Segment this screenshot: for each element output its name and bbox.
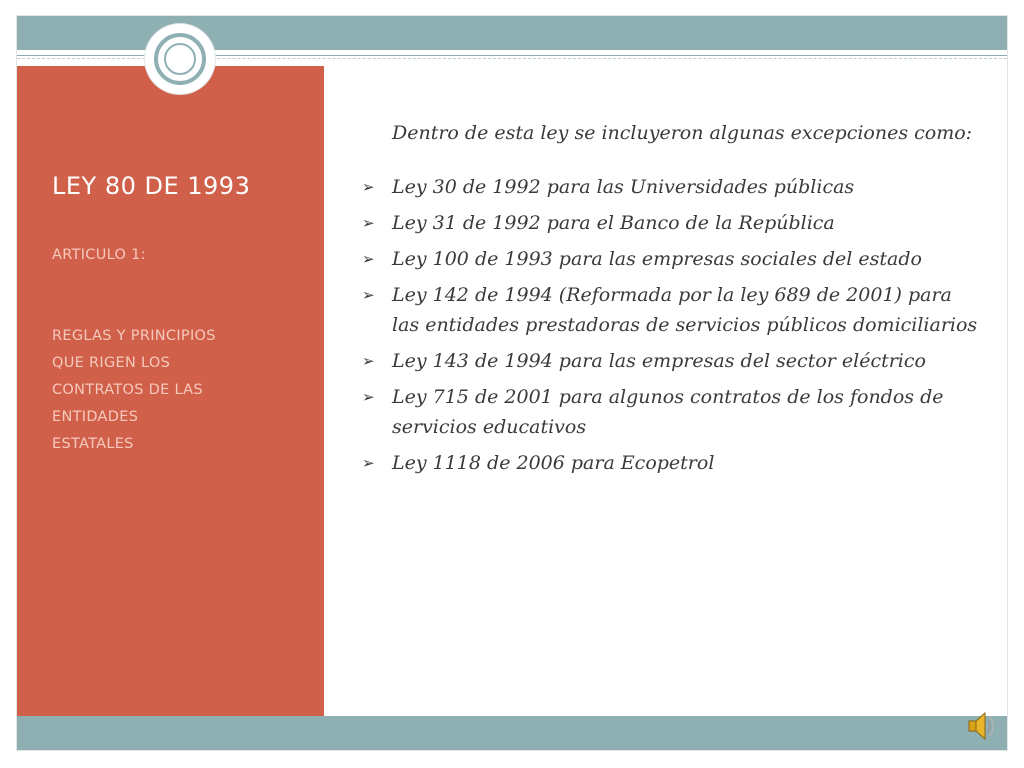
intro-text: Dentro de esta ley se incluyeron algunas excepciones como:: [392, 122, 973, 144]
list-item: [360, 244, 980, 274]
bullet-arrow-icon: ➢: [362, 352, 375, 370]
subtitle-line: REGLAS Y PRINCIPIOS: [52, 328, 216, 344]
list-item-text: Ley 30 de 1992 para las Universidades públicas: [392, 176, 855, 198]
slide-title: LEY 80 DE 1993: [52, 172, 251, 200]
subtitle-line: QUE RIGEN LOS: [52, 355, 171, 371]
ring-ornament-icon: [145, 24, 215, 94]
bullet-arrow-icon: ➢: [362, 454, 375, 472]
subtitle-line: ESTATALES: [52, 436, 134, 452]
list-item: [360, 208, 980, 238]
bullet-arrow-icon: ➢: [362, 178, 375, 196]
list-item-text: Ley 715 de 2001 para algunos contratos de los fondos de servicios educativos: [392, 386, 944, 438]
subtitle-line: ENTIDADES: [52, 409, 139, 425]
subtitle-gap: [52, 269, 312, 323]
list-item-text: Ley 31 de 1992 para el Banco de la República: [392, 212, 835, 234]
list-item-text: Ley 143 de 1994 para las empresas del sector eléctrico: [392, 350, 926, 372]
list-item-text: Ley 100 de 1993 para las empresas sociales del estado: [392, 248, 922, 270]
list-item: [360, 382, 980, 442]
slide-subtitle: [52, 242, 312, 458]
bullet-arrow-icon: ➢: [362, 388, 375, 406]
ring-ornament-inner: [164, 43, 196, 75]
content-body: [360, 118, 980, 484]
bullet-arrow-icon: ➢: [362, 214, 375, 232]
subtitle-article: ARTICULO 1:: [52, 247, 146, 263]
bullet-arrow-icon: ➢: [362, 286, 375, 304]
bullet-arrow-icon: ➢: [362, 250, 375, 268]
bottom-band: [17, 716, 1007, 750]
list-item: [360, 172, 980, 202]
list-item-text: Ley 1118 de 2006 para Ecopetrol: [392, 452, 715, 474]
ring-ornament-mid: [154, 33, 206, 85]
list-item: [360, 448, 980, 478]
list-item-text: Ley 142 de 1994 (Reformada por la ley 689 de 2001) para las entidades prestadoras de servicios públicos domiciliarios: [392, 284, 978, 336]
list-item: [360, 346, 980, 376]
exceptions-list: [360, 172, 980, 478]
speaker-icon[interactable]: [966, 706, 996, 746]
list-item: [360, 280, 980, 340]
subtitle-line: CONTRATOS DE LAS: [52, 382, 203, 398]
